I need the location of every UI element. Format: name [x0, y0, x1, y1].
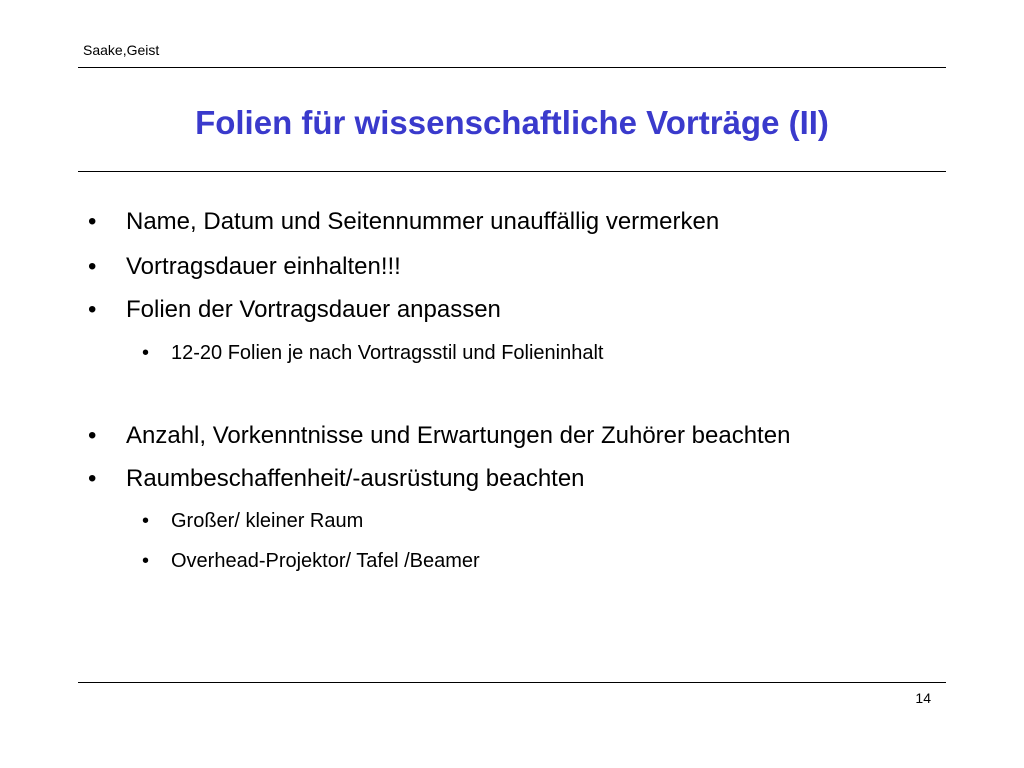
bullet-text: Vortragsdauer einhalten!!! [126, 253, 401, 280]
slide-title: Folien für wissenschaftliche Vorträge (II) [195, 104, 829, 141]
bullet-text: Name, Datum und Seitennummer unauffällig vermerken [126, 208, 720, 235]
bullet-dot: • [88, 422, 97, 449]
page-number: 14 [915, 690, 931, 706]
bullet-dot: • [88, 465, 97, 492]
bullet-dot: • [142, 510, 150, 532]
sub-bullet-text: Overhead-Projektor/ Tafel /Beamer [171, 550, 480, 572]
footer-divider [78, 682, 946, 683]
bullet-dot: • [142, 342, 150, 364]
author-label: Saake,Geist [83, 42, 160, 58]
bullet-dot: • [88, 253, 97, 280]
bullet-dot: • [88, 296, 97, 323]
bullet-text: Anzahl, Vorkenntnisse und Erwartungen der Zuhörer beachten [126, 422, 791, 449]
sub-bullet-text: Großer/ kleiner Raum [171, 510, 364, 532]
bullet-dot: • [142, 550, 150, 572]
bullet-text: Raumbeschaffenheit/-ausrüstung beachten [126, 465, 585, 492]
bullet-text: Folien der Vortragsdauer anpassen [126, 296, 501, 323]
bullet-dot: • [88, 208, 97, 235]
sub-bullet-text: 12-20 Folien je nach Vortragsstil und Folieninhalt [171, 342, 604, 364]
